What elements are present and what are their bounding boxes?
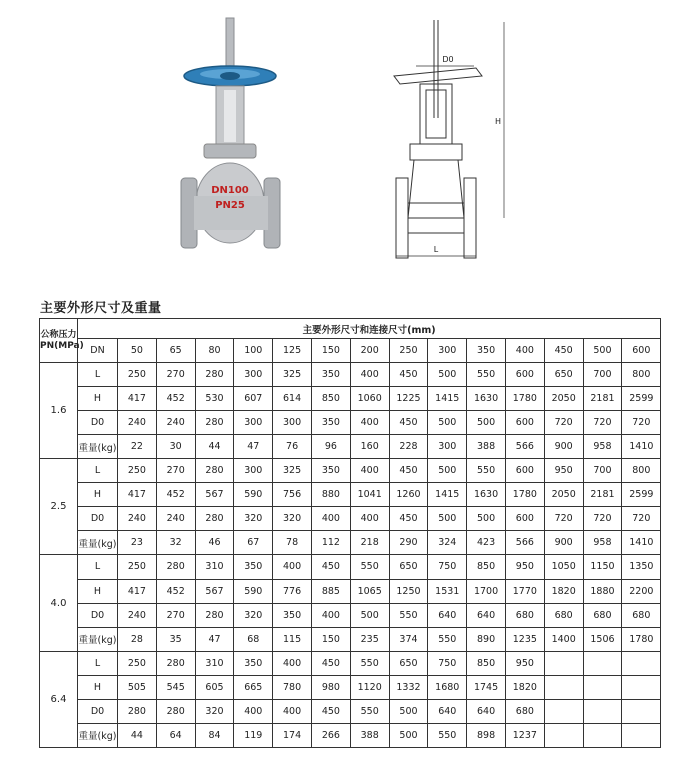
dn-label-cell: DN: [78, 339, 118, 363]
table-cell: 650: [389, 555, 428, 579]
table-cell: 1506: [583, 627, 622, 651]
row-label-cell: 重量(kg): [78, 435, 118, 459]
table-row: [40, 579, 661, 603]
table-cell: 240: [156, 507, 195, 531]
table-cell: 1250: [389, 579, 428, 603]
table-cell: 32: [156, 531, 195, 555]
row-label-cell: D0: [78, 603, 118, 627]
table-cell: 30: [156, 435, 195, 459]
table-cell: 500: [428, 507, 467, 531]
table-cell: 550: [467, 459, 506, 483]
table-cell: 452: [156, 483, 195, 507]
table-cell: 650: [544, 363, 583, 387]
table-row: [40, 483, 661, 507]
table-cell: 900: [544, 531, 583, 555]
row-label-cell: 重量(kg): [78, 627, 118, 651]
dn-value-cell: 80: [195, 339, 234, 363]
table-cell: 450: [389, 411, 428, 435]
table-cell: 218: [350, 531, 389, 555]
table-cell: 2050: [544, 483, 583, 507]
table-cell: 680: [544, 603, 583, 627]
table-cell: 1065: [350, 579, 389, 603]
table-row: [40, 603, 661, 627]
row-label-cell: D0: [78, 507, 118, 531]
table-cell: 450: [311, 555, 350, 579]
table-row: [40, 651, 661, 675]
table-cell: [544, 723, 583, 747]
table-cell: 290: [389, 531, 428, 555]
table-cell: 450: [389, 363, 428, 387]
table-cell: [544, 651, 583, 675]
table-cell: 350: [234, 555, 273, 579]
table-row: [40, 363, 661, 387]
table-cell: 240: [156, 411, 195, 435]
table-cell: 530: [195, 387, 234, 411]
table-cell: 400: [350, 363, 389, 387]
table-row: [40, 699, 661, 723]
table-cell: 950: [505, 555, 544, 579]
table-cell: [544, 675, 583, 699]
table-cell: 1780: [622, 627, 661, 651]
dn-value-cell: 450: [544, 339, 583, 363]
table-cell: 756: [273, 483, 312, 507]
table-row: [40, 459, 661, 483]
table-cell: 600: [505, 507, 544, 531]
table-cell: 1880: [583, 579, 622, 603]
table-cell: 607: [234, 387, 273, 411]
table-cell: 266: [311, 723, 350, 747]
table-cell: 23: [118, 531, 157, 555]
table-cell: 320: [234, 603, 273, 627]
table-cell: 640: [428, 699, 467, 723]
table-cell: 1745: [467, 675, 506, 699]
dn-value-cell: 400: [505, 339, 544, 363]
table-cell: 2050: [544, 387, 583, 411]
table-cell: 240: [118, 507, 157, 531]
table-cell: 1350: [622, 555, 661, 579]
table-cell: 1780: [505, 483, 544, 507]
table-cell: 665: [234, 675, 273, 699]
table-cell: 84: [195, 723, 234, 747]
table-cell: 550: [467, 363, 506, 387]
table-cell: 280: [156, 651, 195, 675]
table-cell: 1235: [505, 627, 544, 651]
table-cell: 350: [311, 363, 350, 387]
table-cell: 452: [156, 387, 195, 411]
table-cell: 160: [350, 435, 389, 459]
table-cell: 2599: [622, 387, 661, 411]
table-cell: 280: [156, 699, 195, 723]
table-cell: 22: [118, 435, 157, 459]
table-cell: 950: [544, 459, 583, 483]
table-cell: 280: [195, 363, 234, 387]
table-cell: 350: [311, 459, 350, 483]
header-row: [40, 319, 661, 339]
row-label-cell: D0: [78, 699, 118, 723]
table-cell: 850: [467, 555, 506, 579]
table-cell: 44: [195, 435, 234, 459]
table-cell: 400: [350, 459, 389, 483]
table-cell: 320: [195, 699, 234, 723]
table-cell: 44: [118, 723, 157, 747]
dn-value-cell: 200: [350, 339, 389, 363]
table-cell: 567: [195, 483, 234, 507]
table-cell: [583, 651, 622, 675]
table-cell: 680: [622, 603, 661, 627]
row-label-cell: L: [78, 555, 118, 579]
table-cell: 500: [467, 507, 506, 531]
valve-dimension-drawing: [386, 18, 516, 263]
table-cell: 720: [583, 507, 622, 531]
table-cell: 300: [234, 459, 273, 483]
table-cell: 250: [118, 651, 157, 675]
table-cell: 280: [195, 603, 234, 627]
dimension-weight-table: [39, 318, 661, 748]
pn-value-cell: 4.0: [40, 555, 78, 651]
table-cell: 350: [311, 411, 350, 435]
table-cell: 2181: [583, 387, 622, 411]
table-cell: 400: [273, 555, 312, 579]
table-cell: 78: [273, 531, 312, 555]
table-cell: 1150: [583, 555, 622, 579]
table-cell: 310: [195, 651, 234, 675]
table-cell: 1260: [389, 483, 428, 507]
table-cell: 900: [544, 435, 583, 459]
table-cell: 545: [156, 675, 195, 699]
table-cell: 150: [311, 627, 350, 651]
table-cell: 600: [505, 363, 544, 387]
table-cell: 320: [234, 507, 273, 531]
table-cell: 500: [389, 699, 428, 723]
table-cell: 550: [389, 603, 428, 627]
table-cell: 1415: [428, 483, 467, 507]
table-cell: 550: [350, 555, 389, 579]
table-cell: 250: [118, 363, 157, 387]
table-cell: 1410: [622, 531, 661, 555]
table-cell: 1630: [467, 483, 506, 507]
table-cell: 310: [195, 555, 234, 579]
table-cell: 28: [118, 627, 157, 651]
table-cell: [622, 699, 661, 723]
table-cell: 47: [195, 627, 234, 651]
dn-value-cell: 300: [428, 339, 467, 363]
table-cell: 1700: [467, 579, 506, 603]
table-cell: 1237: [505, 723, 544, 747]
row-label-cell: H: [78, 579, 118, 603]
table-cell: 1120: [350, 675, 389, 699]
table-cell: 1041: [350, 483, 389, 507]
table-cell: 600: [505, 411, 544, 435]
table-cell: 388: [467, 435, 506, 459]
table-cell: [583, 675, 622, 699]
table-cell: 417: [118, 579, 157, 603]
table-cell: 720: [622, 411, 661, 435]
dn-value-cell: 250: [389, 339, 428, 363]
table-cell: 880: [311, 483, 350, 507]
table-row: [40, 531, 661, 555]
table-cell: 680: [505, 699, 544, 723]
table-row: [40, 387, 661, 411]
table-cell: 400: [311, 603, 350, 627]
table-cell: 280: [118, 699, 157, 723]
table-cell: 2181: [583, 483, 622, 507]
dn-value-cell: 350: [467, 339, 506, 363]
table-cell: 885: [311, 579, 350, 603]
table-cell: 280: [195, 507, 234, 531]
table-cell: 388: [350, 723, 389, 747]
table-cell: 240: [118, 411, 157, 435]
table-cell: 64: [156, 723, 195, 747]
dn-value-cell: 500: [583, 339, 622, 363]
table-cell: 1820: [544, 579, 583, 603]
row-label-cell: L: [78, 459, 118, 483]
table-cell: 280: [156, 555, 195, 579]
table-row: [40, 675, 661, 699]
table-cell: 325: [273, 459, 312, 483]
group-title-cell: 主要外形尺寸和连接尺寸(mm): [78, 319, 661, 339]
table-cell: 780: [273, 675, 312, 699]
table-cell: 850: [311, 387, 350, 411]
table-cell: 115: [273, 627, 312, 651]
table-cell: 550: [350, 699, 389, 723]
table-cell: 324: [428, 531, 467, 555]
table-cell: 270: [156, 603, 195, 627]
gate-valve-photo: [178, 18, 283, 253]
dn-value-cell: 100: [234, 339, 273, 363]
table-cell: 567: [195, 579, 234, 603]
table-cell: 228: [389, 435, 428, 459]
table-cell: 300: [234, 411, 273, 435]
table-row: [40, 627, 661, 651]
table-cell: 720: [544, 411, 583, 435]
table-cell: [622, 675, 661, 699]
pn-value-cell: 1.6: [40, 363, 78, 459]
table-cell: 400: [350, 411, 389, 435]
table-cell: 958: [583, 435, 622, 459]
table-cell: 423: [467, 531, 506, 555]
table-cell: 750: [428, 651, 467, 675]
table-cell: 417: [118, 483, 157, 507]
table-cell: 1410: [622, 435, 661, 459]
table-cell: 600: [505, 459, 544, 483]
table-cell: 400: [273, 699, 312, 723]
table-cell: 325: [273, 363, 312, 387]
table-cell: 235: [350, 627, 389, 651]
table-cell: 720: [622, 507, 661, 531]
table-cell: 450: [389, 459, 428, 483]
table-cell: 47: [234, 435, 273, 459]
drawing-l-label: L: [433, 245, 439, 254]
table-cell: 300: [273, 411, 312, 435]
table-cell: 1780: [505, 387, 544, 411]
table-cell: 850: [467, 651, 506, 675]
table-cell: 1225: [389, 387, 428, 411]
drawing-h-label: H: [494, 117, 502, 126]
table-cell: 450: [389, 507, 428, 531]
table-cell: 590: [234, 483, 273, 507]
pn-value-cell: 6.4: [40, 651, 78, 747]
table-row: [40, 435, 661, 459]
table-cell: 640: [467, 603, 506, 627]
row-label-cell: L: [78, 363, 118, 387]
table-cell: [622, 723, 661, 747]
dn-row: [40, 339, 661, 363]
table-cell: 1770: [505, 579, 544, 603]
photo-dn-label: DN100: [211, 185, 249, 196]
table-cell: 500: [428, 459, 467, 483]
table-cell: 450: [311, 651, 350, 675]
table-cell: 980: [311, 675, 350, 699]
table-cell: 500: [389, 723, 428, 747]
section-title: 主要外形尺寸及重量: [40, 301, 162, 316]
table-cell: 890: [467, 627, 506, 651]
table-cell: 400: [234, 699, 273, 723]
table-cell: 500: [467, 411, 506, 435]
table-cell: 680: [505, 603, 544, 627]
table-cell: 614: [273, 387, 312, 411]
table-cell: 505: [118, 675, 157, 699]
table-cell: 720: [544, 507, 583, 531]
drawing-d0-label: D0: [442, 55, 454, 64]
table-cell: 720: [583, 411, 622, 435]
photo-pn-label: PN25: [215, 200, 245, 211]
dn-value-cell: 65: [156, 339, 195, 363]
table-cell: 280: [195, 411, 234, 435]
table-cell: 898: [467, 723, 506, 747]
table-cell: 400: [350, 507, 389, 531]
table-cell: 640: [428, 603, 467, 627]
table-row: [40, 507, 661, 531]
table-cell: 240: [118, 603, 157, 627]
table-cell: 68: [234, 627, 273, 651]
table-cell: 400: [311, 507, 350, 531]
table-cell: 452: [156, 579, 195, 603]
table-cell: 950: [505, 651, 544, 675]
table-cell: 280: [195, 459, 234, 483]
table-cell: 566: [505, 435, 544, 459]
table-cell: [544, 699, 583, 723]
table-cell: 680: [583, 603, 622, 627]
table-cell: 800: [622, 363, 661, 387]
table-cell: 550: [428, 627, 467, 651]
table-cell: 1050: [544, 555, 583, 579]
table-cell: 112: [311, 531, 350, 555]
table-cell: 300: [428, 435, 467, 459]
row-label-cell: D0: [78, 411, 118, 435]
table-cell: 174: [273, 723, 312, 747]
table-cell: 750: [428, 555, 467, 579]
table-cell: 1060: [350, 387, 389, 411]
table-cell: 250: [118, 555, 157, 579]
table-cell: 500: [428, 363, 467, 387]
table-cell: 550: [428, 723, 467, 747]
table-cell: 270: [156, 459, 195, 483]
table-cell: 1415: [428, 387, 467, 411]
dn-value-cell: 600: [622, 339, 661, 363]
pn-header-line: 公称压力: [40, 329, 77, 340]
table-cell: 605: [195, 675, 234, 699]
dn-value-cell: 125: [273, 339, 312, 363]
table-cell: 350: [234, 651, 273, 675]
row-label-cell: H: [78, 387, 118, 411]
table-cell: 300: [234, 363, 273, 387]
dn-value-cell: 150: [311, 339, 350, 363]
table-cell: 1332: [389, 675, 428, 699]
table-cell: 96: [311, 435, 350, 459]
table-row: [40, 411, 661, 435]
table-cell: 417: [118, 387, 157, 411]
table-cell: 2200: [622, 579, 661, 603]
row-label-cell: H: [78, 675, 118, 699]
table-cell: [622, 651, 661, 675]
row-label-cell: L: [78, 651, 118, 675]
row-label-cell: 重量(kg): [78, 531, 118, 555]
table-cell: 35: [156, 627, 195, 651]
table-cell: 566: [505, 531, 544, 555]
table-cell: 76: [273, 435, 312, 459]
row-label-cell: 重量(kg): [78, 723, 118, 747]
table-cell: 550: [350, 651, 389, 675]
table-cell: 650: [389, 651, 428, 675]
table-cell: 1531: [428, 579, 467, 603]
table-cell: 776: [273, 579, 312, 603]
table-cell: 67: [234, 531, 273, 555]
table-cell: 1680: [428, 675, 467, 699]
table-cell: 374: [389, 627, 428, 651]
table-cell: 590: [234, 579, 273, 603]
table-cell: 119: [234, 723, 273, 747]
pn-value-cell: 2.5: [40, 459, 78, 555]
table-cell: 700: [583, 459, 622, 483]
table-cell: 1630: [467, 387, 506, 411]
pn-header-cell: [40, 319, 84, 363]
table-row: [40, 723, 661, 747]
table-cell: 400: [273, 651, 312, 675]
table-cell: 800: [622, 459, 661, 483]
dn-value-cell: 50: [118, 339, 157, 363]
table-cell: 270: [156, 363, 195, 387]
table-cell: 250: [118, 459, 157, 483]
table-cell: 320: [273, 507, 312, 531]
table-row: [40, 555, 661, 579]
table-cell: 500: [350, 603, 389, 627]
table-cell: 350: [273, 603, 312, 627]
table-cell: 2599: [622, 483, 661, 507]
table-cell: 500: [428, 411, 467, 435]
table-cell: 640: [467, 699, 506, 723]
table-cell: [583, 723, 622, 747]
table-cell: 700: [583, 363, 622, 387]
table-cell: 450: [311, 699, 350, 723]
table-cell: 958: [583, 531, 622, 555]
table-cell: 1400: [544, 627, 583, 651]
table-cell: 1820: [505, 675, 544, 699]
table-cell: [583, 699, 622, 723]
pn-header-line: PN(MPa): [40, 340, 84, 351]
table-cell: 46: [195, 531, 234, 555]
row-label-cell: H: [78, 483, 118, 507]
